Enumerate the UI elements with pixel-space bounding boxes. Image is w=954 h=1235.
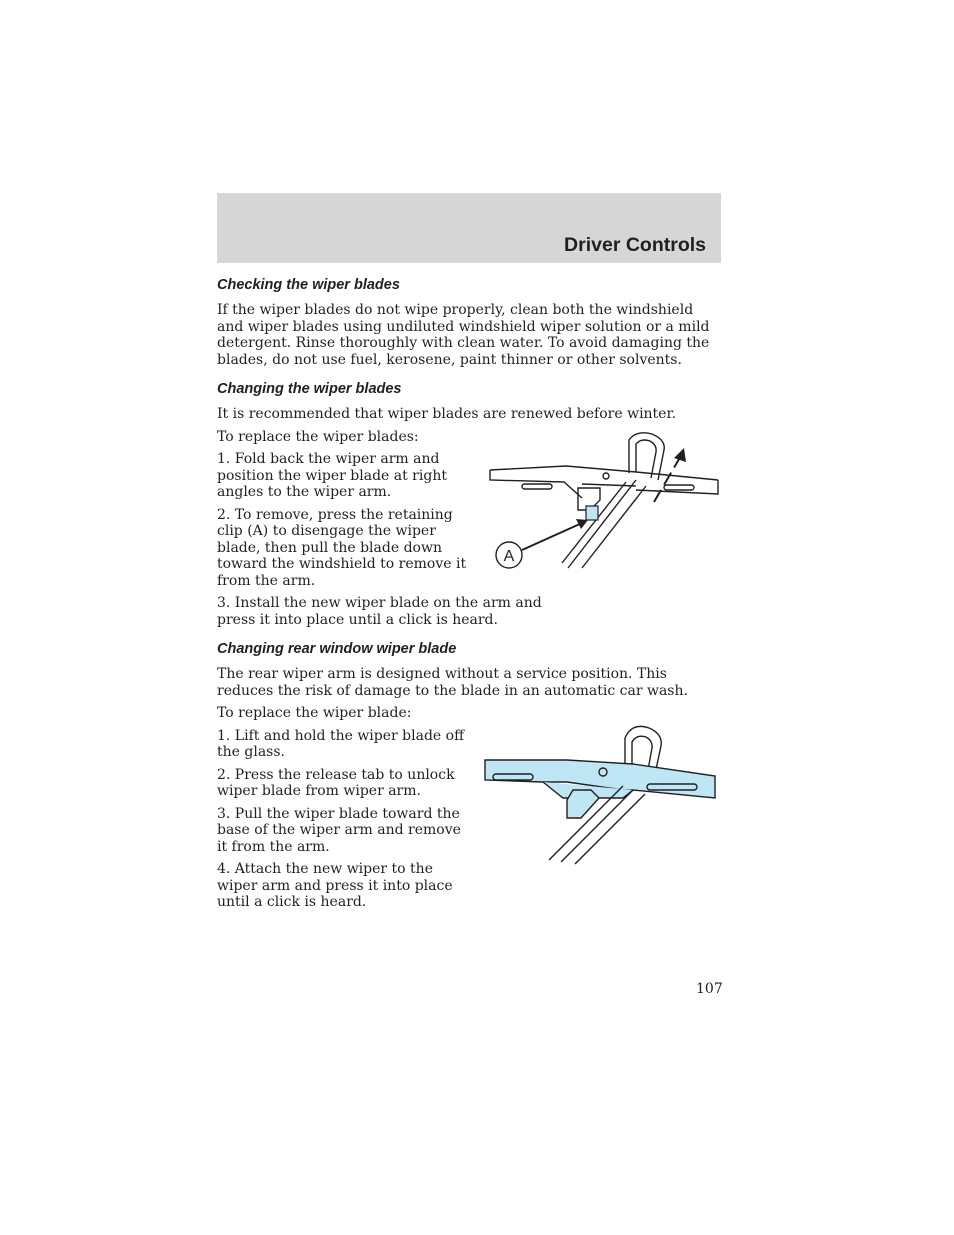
step-item: 3. Install the new wiper blade on the arm and press it into place until a click is heard. [217,595,542,628]
step-item: 2. Press the release tab to unlock wiper blade from wiper arm. [217,766,455,799]
paragraph: To replace the wiper blades: [217,428,419,445]
paragraph: The rear wiper arm is designed without a service position. This reduces the risk of damage to the blade in an automatic car wash. [217,666,688,699]
callout-a-label: A [503,548,515,565]
step-item: 2. To remove, press the retaining clip (A) to disengage the wiper blade, then pull the blade down toward the windshield to remove it from the arm. [217,506,467,589]
section-heading-rear: Changing rear window wiper blade [217,641,457,657]
header-band [217,193,721,263]
wiper-blade-removal-diagram [486,428,722,573]
step-item: 1. Lift and hold the wiper blade off the glass. [217,727,465,760]
section-heading-changing: Changing the wiper blades [217,381,402,397]
paragraph: It is recommended that wiper blades are renewed before winter. [217,406,677,422]
section-heading-checking: Checking the wiper blades [217,277,400,293]
step-item: 4. Attach the new wiper to the wiper arm and press it into place until a click is heard. [217,861,453,910]
page-title: Driver Controls [564,234,706,256]
paragraph: To replace the wiper blade: [217,705,412,721]
paragraph: If the wiper blades do not wipe properly, clean both the windshield and wiper blades using undiluted windshield wiper solution or a mild detergent. Rinse thoroughly with clean water. To avoid damaging the blades, do not use fuel, kerosene, paint thinner or other solvents. [217,302,710,368]
step-item: 3. Pull the wiper blade toward the base of the wiper arm and remove it from the arm. [217,805,461,855]
step-item: 1. Fold back the wiper arm and position the wiper blade at right angles to the wiper arm. [217,451,447,500]
page-number: 107 [696,981,723,997]
rear-wiper-diagram [483,720,719,865]
